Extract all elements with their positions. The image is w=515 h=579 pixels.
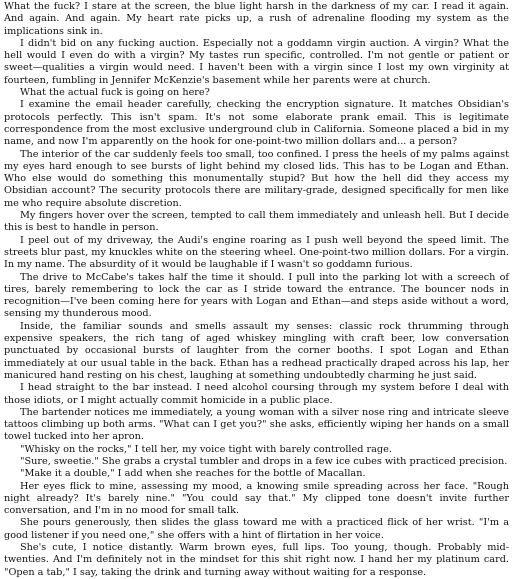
paragraph-14: "Make it a double," I add when she reaches for the bottle of Macallan. [20,468,366,480]
paragraph-2: I didn't bid on any fucking auction. Especially not a goddamn virgin auction. A virgin? What the hell would I even do with a virgin? My tastes run specific, controlled. I'm not gentle or patient or sweet—qualities a virgin would need. I haven't been with a virgin since I lost my own virginity at fourteen, fumbling in Jennifer McKenzie's basement while her parents were at church. [4,37,509,86]
paragraph-1: What the fuck? I stare at the screen, the blue light harsh in the darkness of my car. I read it again. And again. And again. My heart rate picks up, a rush of adrenaline flooding my system as the implications sink in. [4,1,509,37]
paragraph-3: What the actual fuck is going on here? [20,87,210,99]
paragraph-8: The drive to McCabe's takes half the time it should. I pull into the parking lot with a screech of tires, barely remembering to lock the car as I stride toward the entrance. The bouncer nods in recognition—I've been coming here for years with Logan and Ethan—and steps aside without a word, sensing my thunderous mood. [4,271,509,320]
paragraph-16: She pours generously, then slides the glass toward me with a practiced flick of her wrist. "I'm a good listener if you need one," she offers with a hint of flirtation in her voice. [4,517,509,541]
paragraph-5: The interior of the car suddenly feels too small, too confined. I press the heels of my palms against my eyes hard enough to see bursts of light behind my closed lids. This has to be Logan and Ethan. Who else would do something this monumentally stupid? But how the hell did they access my Obsidian account? The security protocols there are military-grade, designed specifically for men like me who require absolute discretion. [4,148,509,209]
paragraph-10: I head straight to the bar instead. I need alcohol coursing through my system before I deal with those idiots, or I might actually commit homicide in a public place. [4,382,509,406]
paragraph-6: My fingers hover over the screen, tempted to call them immediately and unleash hell. But I decide this is best to handle in person. [4,210,509,234]
paragraph-7: I peel out of my driveway, the Audi's engine roaring as I push well beyond the speed limit. The streets blur past, my knuckles white on the steering wheel. One-point-two million dollars. For a virgin. In my name. The absurdity of it would be laughable if I wasn't so goddamn furious. [4,234,509,271]
paragraph-12: "Whisky on the rocks," I tell her, my voice tight with barely controlled rage. [20,443,392,455]
paragraph-9: Inside, the familiar sounds and smells assault my senses: classic rock thrumming through expensive speakers, the rich tang of aged whiskey mingling with craft beer, low conversation punctuated by occasional bursts of laughter from the corner booths. I spot Logan and Ethan immediately at our usual table in the back. Ethan has a redhead practically draped across his lap, her manicured hand resting on his chest, laughing at something undoubtedly charming he just said. [4,320,509,381]
paragraph-15: Her eyes flick to mine, assessing my mood, a knowing smile spreading across her face. "Rough night already? It's barely nine." "You could say that." My clipped tone doesn't invite further conversation, and I'm in no mood for small talk. [4,480,509,517]
paragraph-17: She's cute, I notice distantly. Warm brown eyes, full lips. Too young, though. Probably mid-twenties. And I'm definitely not in the mindset for this shit right now. I hand her my platinum card. "Open a tab," I say, taking the drink and turning away without waiting for a response. [4,542,509,578]
paragraph-13: "Sure, sweetie." She grabs a crystal tumbler and drops in a few ice cubes with practiced precision. [20,455,508,467]
paragraph-4: I examine the email header carefully, checking the encryption signature. It matches Obsidian's protocols perfectly. This isn't spam. It's not some elaborate prank email. This is legitimate correspondence from the most exclusive underground club in California. Someone placed a bid in my name, and now I'm apparently on the hook for one-point-two million dollars and... a person? [4,99,509,148]
paragraph-11: The bartender notices me immediately, a young woman with a silver nose ring and intricate sleeve tattoos climbing up both arms. "What can I get you?" she asks, efficiently wiping her hands on a small towel tucked into her apron. [4,406,509,443]
